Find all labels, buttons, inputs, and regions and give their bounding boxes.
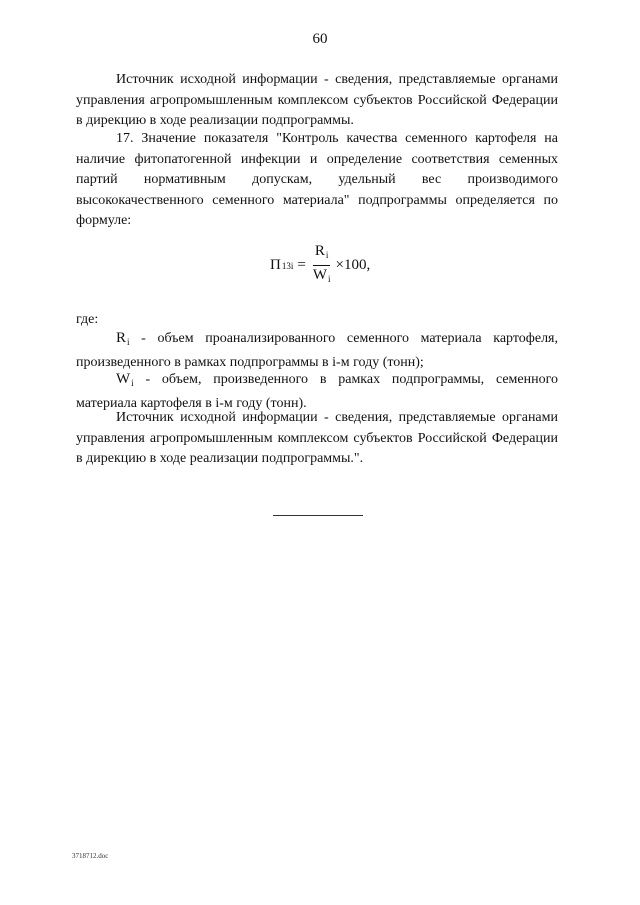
formula-numerator-subscript: i <box>325 249 329 260</box>
item-17-paragraph: 17. Значение показателя "Контроль качества семенного картофеля на наличие фитопатогенной инфекции и определение соответствия семенных партий нормативным допускам, удельный вес производимого высококачественного семенного материала" подпрограммы определяется по формуле: <box>76 131 558 228</box>
formula-fraction <box>311 243 333 288</box>
formula-multiplier: ×100, <box>335 256 371 273</box>
formula-denominator-symbol: W <box>312 266 327 283</box>
formula-numerator <box>313 243 331 266</box>
footer-filename: 3718712.doc <box>72 852 109 860</box>
definition-ri-text: - объем проанализированного семенного материала картофеля, произведенного в рамках подпрограммы в i-м году (тонн); <box>76 331 558 370</box>
where-label: где: <box>76 312 99 327</box>
definition-ri-symbol: R <box>116 330 127 346</box>
definition-wi-text: - объем, произведенного в рамках подпрограммы, семенного материала картофеля в i-м году (тонн). <box>76 372 558 411</box>
formula-lhs <box>270 257 293 274</box>
definition-wi-subscript: i <box>131 378 134 388</box>
end-separator-line <box>273 515 363 516</box>
definition-wi-symbol: W <box>116 371 131 387</box>
page-number: 60 <box>312 31 328 47</box>
definition-ri <box>76 328 558 373</box>
formula-numerator-symbol: R <box>314 242 325 259</box>
formula-lhs-subscript: 13i <box>281 260 294 271</box>
definition-ri-subscript: i <box>127 337 130 347</box>
source-paragraph-1: Источник исходной информации - сведения, представляемые органами управления агропромышленным комплексом субъектов Российской Федерации в дирекцию в ходе реализации подпрограммы. <box>76 72 558 128</box>
formula-lhs-symbol: П <box>270 256 281 273</box>
formula-denominator-subscript: i <box>328 273 331 284</box>
formula-equals: = <box>297 256 306 273</box>
source-paragraph-2: Источник исходной информации - сведения, представляемые органами управления агропромышленным комплексом субъектов Российской Федерации в дирекцию в ходе реализации подпрограммы.". <box>76 410 558 466</box>
formula <box>270 244 370 286</box>
formula-denominator <box>311 266 333 288</box>
